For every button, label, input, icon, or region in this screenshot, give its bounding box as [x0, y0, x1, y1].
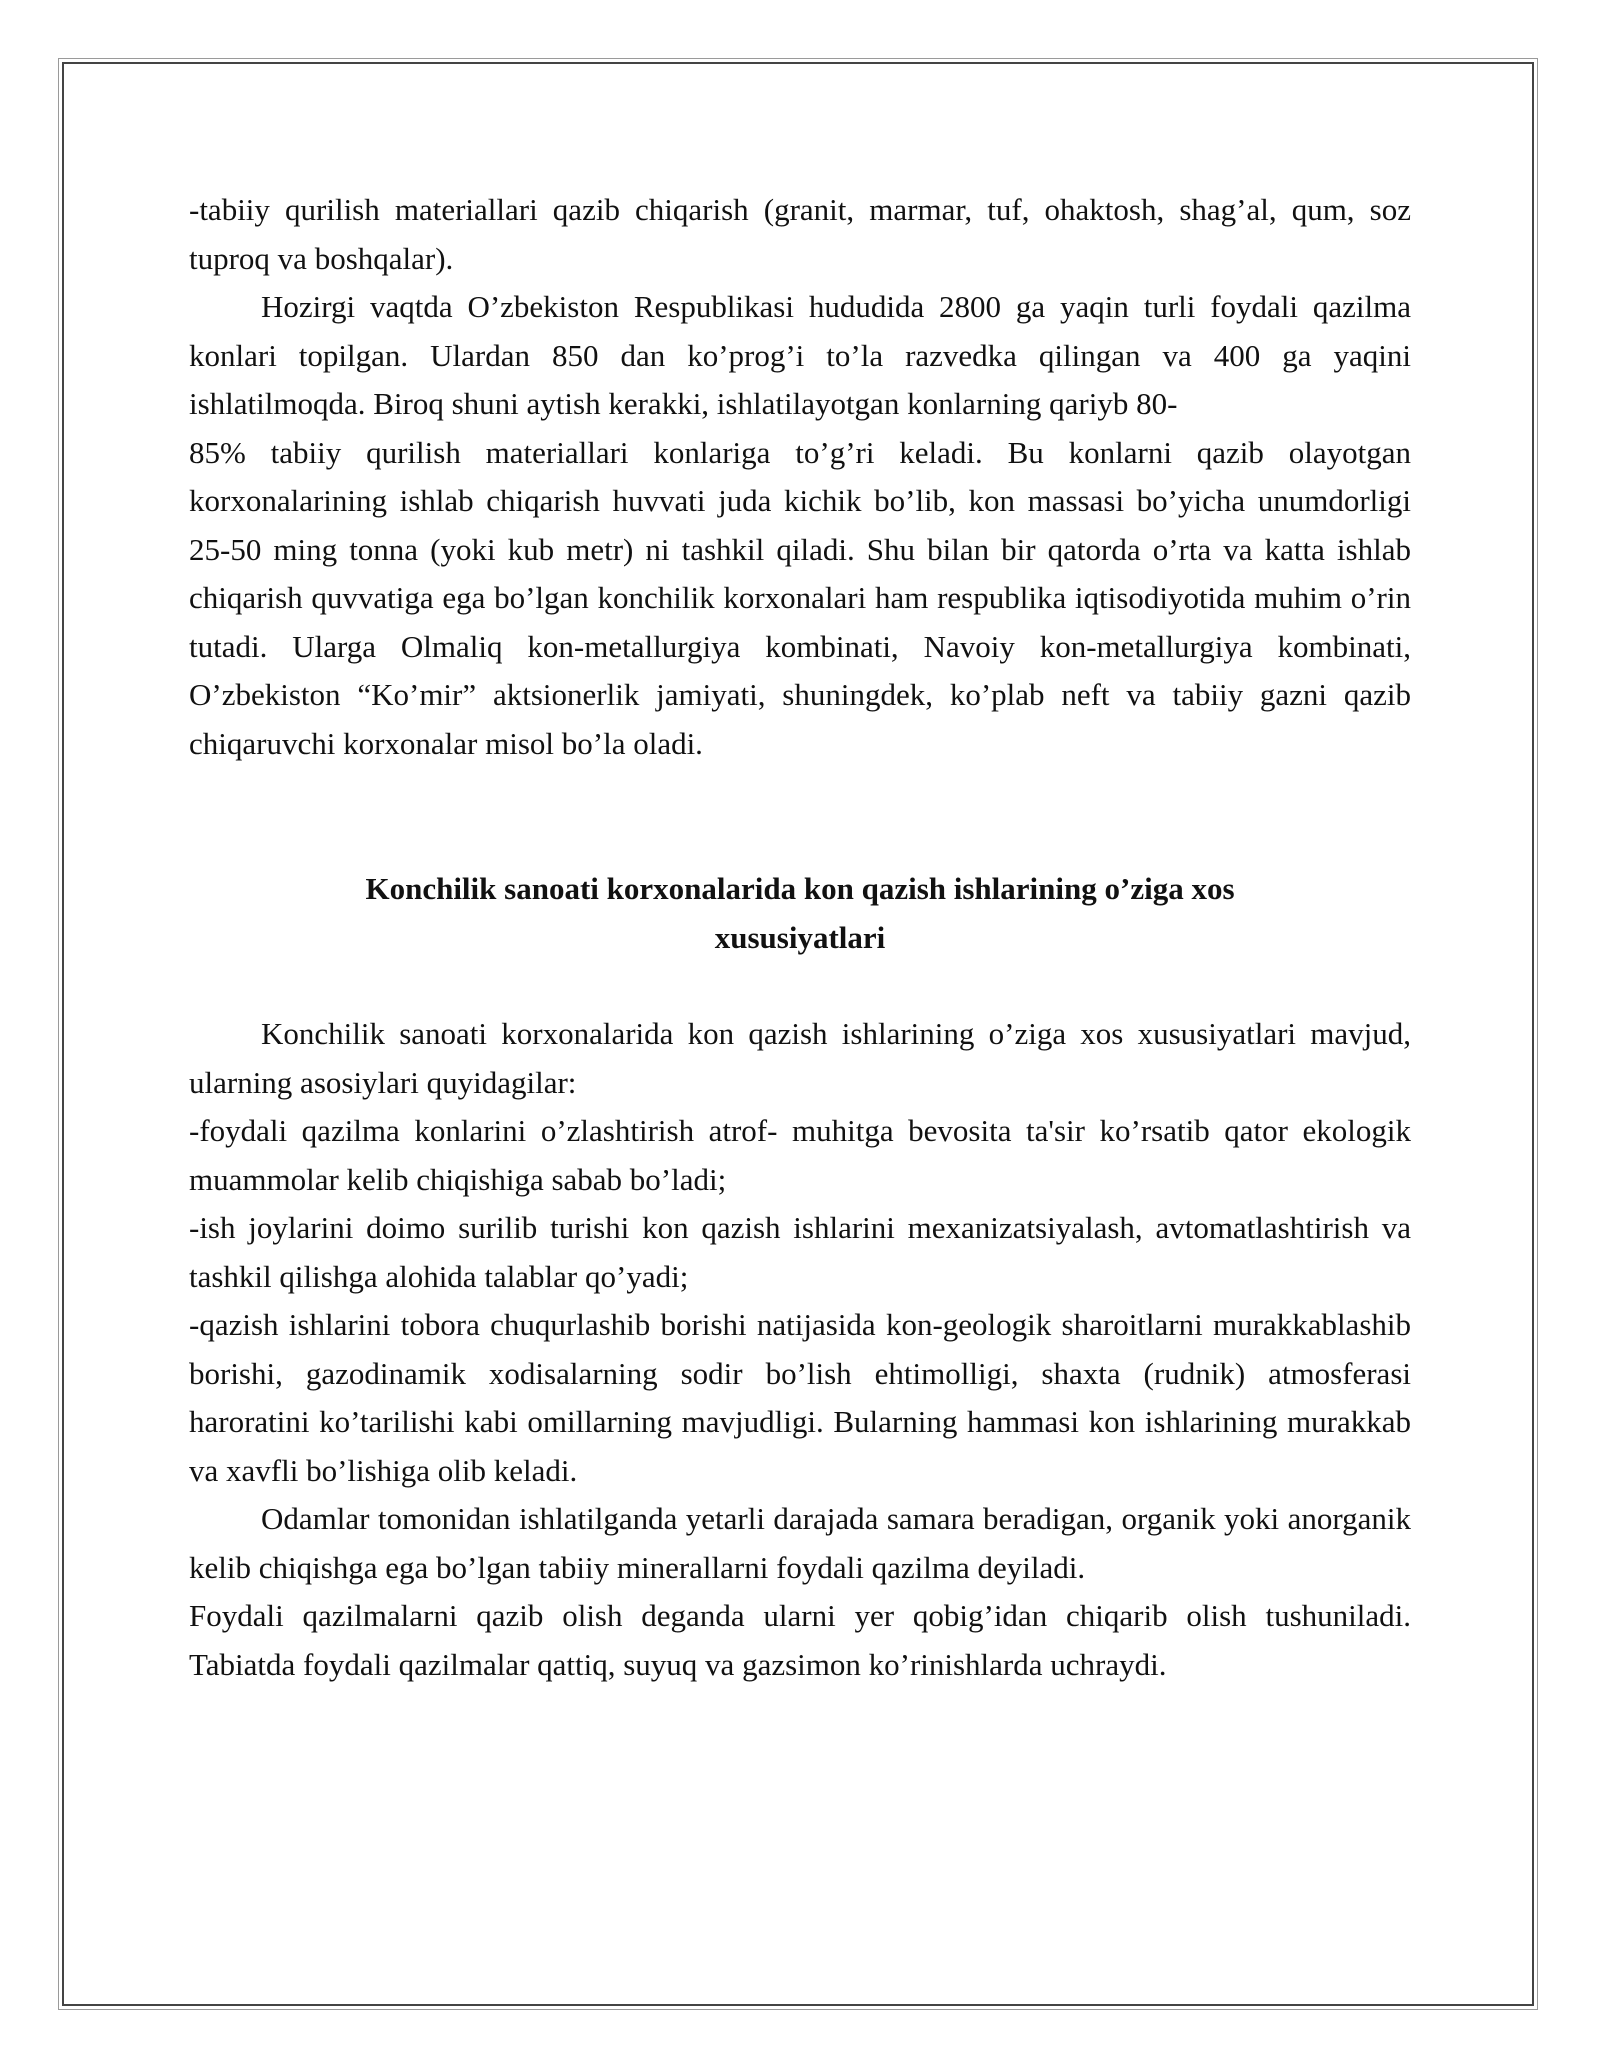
section-heading-line-2: xususiyatlari	[714, 919, 886, 955]
extraction-paragraph: Foydali qazilmalarni qazib olish deganda ularni yer qobig’idan chiqarib olish tushuniladi. Tabiatda foydali qazilmalar qattiq, suyuq va gazsimon ko’rinishlarda uchraydi.	[189, 1598, 1411, 1682]
section-lead-paragraph: Konchilik sanoati korxonalarida kon qazish ishlarining o’ziga xos xususiyatlari mavjud, ularning asosiylari quyidagilar:	[189, 1016, 1411, 1100]
definition-paragraph: Odamlar tomonidan ishlatilganda yetarli darajada samara beradigan, organik yoki anorganik kelib chiqishga ega bo’lgan tabiiy minerallarni foydali qazilma deyiladi.	[189, 1501, 1411, 1585]
section-heading	[189, 865, 1411, 962]
document-body	[189, 186, 1411, 1689]
deposits-paragraph-start: Hozirgi vaqtda O’zbekiston Respublikasi hududida 2800 ga yaqin turli foydali qazilma konlari topilgan. Ulardan 850 dan ko’prog’i to’la razvedka qilingan va 400 ga yaqini ishlatilmoqda. Biroq shuni aytish kerakki, ishlatilayotgan konlarning qariyb 80-	[189, 289, 1411, 421]
feature-item-depth: -qazish ishlarini tobora chuqurlashib borishi natijasida kon-geologik sharoitlarni murakkablashib borishi, gazodinamik xodisalarning sodir bo’lish ehtimolligi, shaxta (rudnik) atmosferasi haroratini ko’tarilishi kabi omillarning mavjudligi. Bularning hammasi kon ishlarining murakkab va xavfli bo’lishiga olib keladi.	[189, 1307, 1411, 1488]
feature-item-ecology: -foydali qazilma konlarini o’zlashtirish atrof- muhitga bevosita ta'sir ko’rsatib qator ekologik muammolar kelib chiqishiga sabab bo’ladi;	[189, 1113, 1411, 1197]
spacer	[189, 768, 1411, 865]
materials-list-item: -tabiiy qurilish materiallari qazib chiqarish (granit, marmar, tuf, ohaktosh, shag’al, qum, soz tuproq va boshqalar).	[189, 192, 1411, 276]
feature-item-workplaces: -ish joylarini doimo surilib turishi kon qazish ishlarini mexanizatsiyalash, avtomatlashtirish va tashkil qilishga alohida talablar qo’yadi;	[189, 1210, 1411, 1294]
deposits-paragraph-continuation: 85% tabiiy qurilish materiallari konlariga to’g’ri keladi. Bu konlarni qazib olayotgan korxonalarining ishlab chiqarish huvvati juda kichik bo’lib, kon massasi bo’yicha unumdorligi 25-50 ming tonna (yoki kub metr) ni tashkil qiladi. Shu bilan bir qatorda o’rta va katta ishlab chiqarish quvvatiga ega bo’lgan konchilik korxonalari ham respublika iqtisodiyotida muhim o’rin tutadi. Ularga Olmaliq kon-metallurgiya kombinati, Navoiy kon-metallurgiya kombinati, O’zbekiston “Ko’mir” aktsionerlik jamiyati, shuningdek, ko’plab neft va tabiiy gazni qazib chiqaruvchi korxonalar misol bo’la oladi.	[189, 434, 1411, 761]
spacer	[189, 962, 1411, 1010]
section-heading-line-1: Konchilik sanoati korxonalarida kon qazish ishlarining o’ziga xos	[365, 871, 1235, 906]
